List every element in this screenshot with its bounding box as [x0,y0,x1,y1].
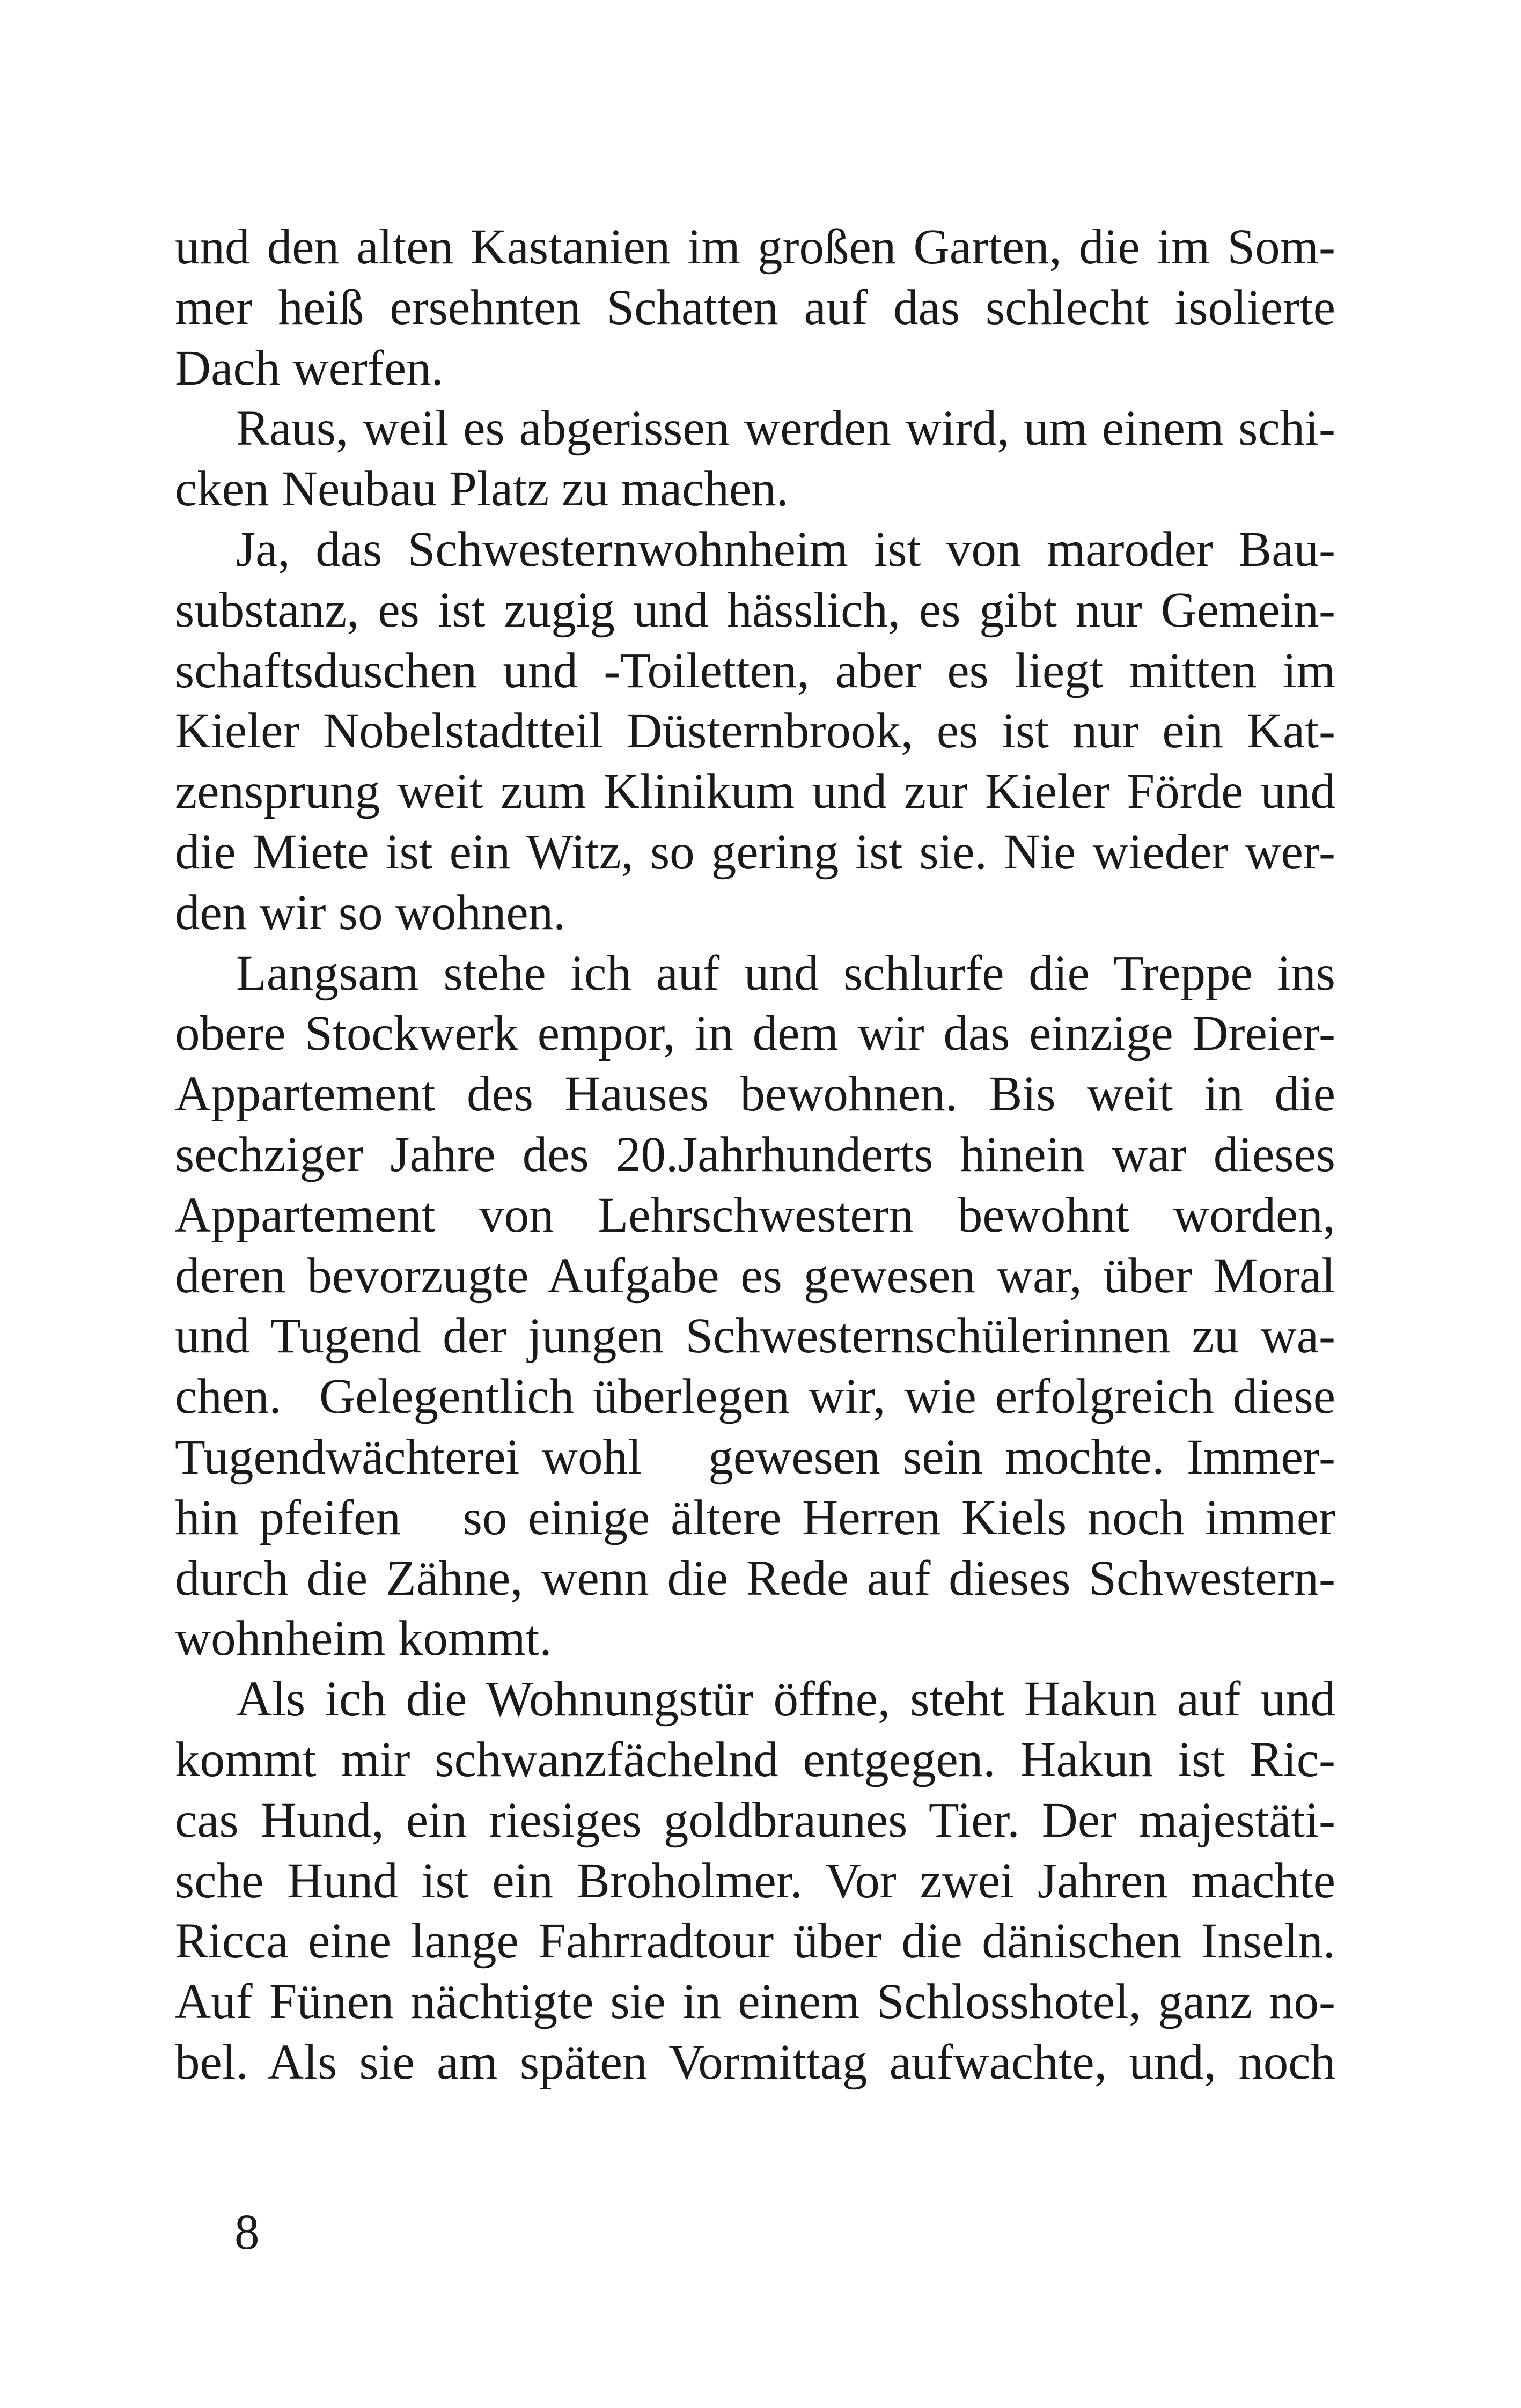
text-line: und Tugend der jungen Schwesternschülerinnen zu wa- [175,1308,1335,1364]
text-line: Ja, das Schwesternwohnheim ist von maroder Bau- [236,522,1335,577]
text-line: durch die Zähne, wenn die Rede auf dieses Schwestern- [175,1551,1335,1606]
text-line: Tugendwächterei wohl gewesen sein mochte. Immer- [175,1430,1335,1485]
text-line: die Miete ist ein Witz, so gering ist sie. Nie wieder wer- [175,824,1335,880]
text-line: und den alten Kastanien im großen Garten, die im Som- [175,219,1335,275]
text-line: mer heiß ersehnten Schatten auf das schlecht isolierte [175,280,1335,335]
text-line: Dach werfen. [175,341,444,396]
text-line: schaftsduschen und -Toiletten, aber es liegt mitten im [175,643,1335,698]
text-line: sechziger Jahre des 20.Jahrhunderts hinein war dieses [175,1127,1335,1182]
page-number: 8 [234,2205,260,2260]
text-line: Ricca eine lange Fahrradtour über die dänischen Inseln. [175,1913,1335,1969]
text-line: cas Hund, ein riesiges goldbraunes Tier. Der majestäti- [175,1793,1335,1848]
text-line: zensprung weit zum Klinikum und zur Kieler Förde und [175,764,1335,819]
text-line: den wir so wohnen. [175,885,566,940]
text-line: substanz, es ist zugig und hässlich, es gibt nur Gemein- [175,583,1335,638]
text-line: cken Neubau Platz zu machen. [175,461,789,517]
text-line: Kieler Nobelstadtteil Düsternbrook, es ist nur ein Kat- [175,703,1335,759]
text-line: obere Stockwerk empor, in dem wir das einzige Dreier- [175,1006,1335,1061]
text-line: bel. Als sie am späten Vormittag aufwachte, und, noch [175,2035,1335,2090]
text-line: Auf Fünen nächtigte sie in einem Schlosshotel, ganz no- [175,1974,1335,2029]
text-line: chen. Gelegentlich überlegen wir, wie erfolgreich diese [175,1369,1335,1424]
text-line: deren bevorzugte Aufgabe es gewesen war, über Moral [175,1248,1335,1304]
text-line: Langsam stehe ich auf und schlurfe die Treppe ins [236,946,1335,1001]
text-line: Appartement von Lehrschwestern bewohnt worden, [175,1188,1335,1243]
text-line: hin pfeifen so einige ältere Herren Kiels noch immer [175,1490,1335,1545]
text-line: Appartement des Hauses bewohnen. Bis weit in die [175,1066,1335,1122]
text-line: sche Hund ist ein Broholmer. Vor zwei Jahren machte [175,1853,1335,1909]
text-line: Als ich die Wohnungstür öffne, steht Hakun auf und [236,1671,1335,1727]
text-line: kommt mir schwanzfächelnd entgegen. Hakun ist Ric- [175,1732,1335,1787]
text-line: Raus, weil es abgerissen werden wird, um einem schi- [236,401,1335,456]
text-line: wohnheim kommt. [175,1611,552,1666]
